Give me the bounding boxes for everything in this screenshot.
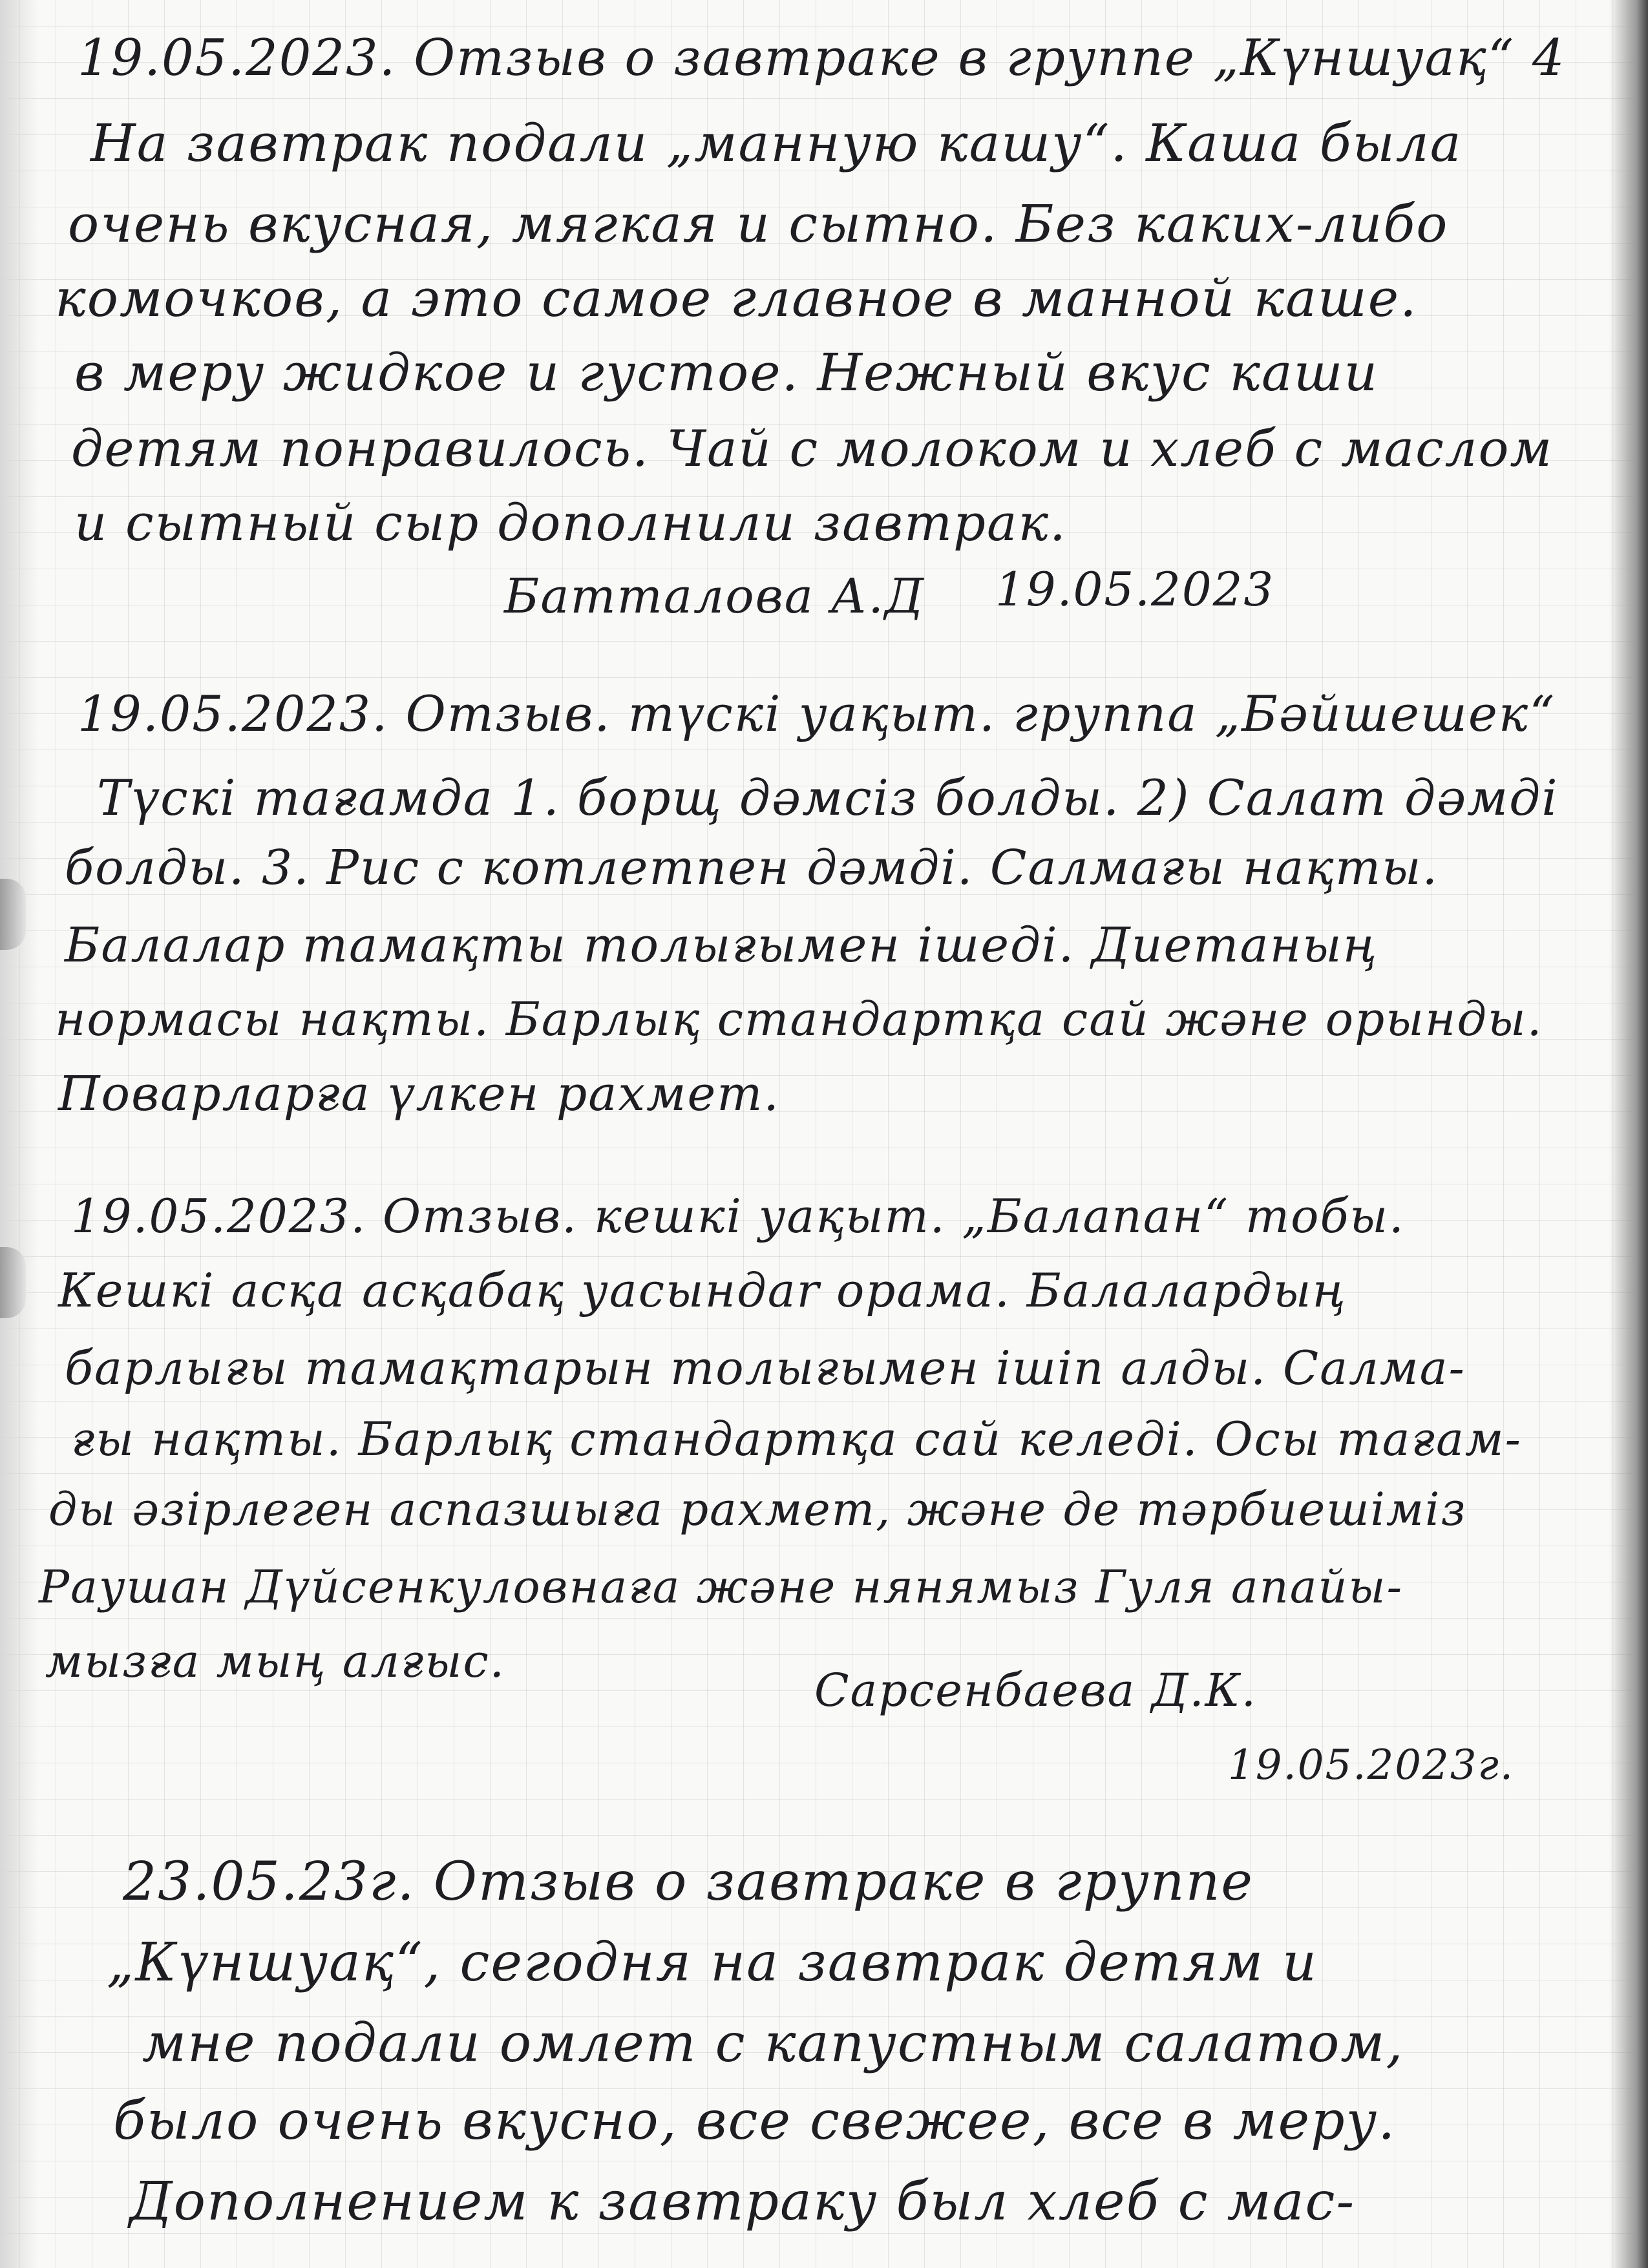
entry-1-header: 19.05.2023. Отзыв о завтраке в группе „Күншуақ“ 4: [78, 29, 1566, 87]
entry-1-line: очень вкусная, мягкая и сытно. Без каких-либо: [68, 194, 1449, 254]
binding-hole: [0, 1247, 26, 1318]
binding-hole: [0, 879, 26, 950]
entry-1-signature-date: 19.05.2023: [995, 562, 1275, 616]
entry-4-line: „Күншуақ“, сегодня на завтрак детям и: [107, 1932, 1318, 1993]
entry-4-line: было очень вкусно, все свежее, все в меру.: [113, 2090, 1397, 2152]
entry-1-line: детям понравилось. Чай с молоком и хлеб с маслом: [71, 420, 1554, 478]
entry-3-line: мызға мың алғыс.: [45, 1635, 505, 1688]
entry-1-line: комочков, а это самое главное в манной каше.: [55, 268, 1418, 328]
entry-2-line: болды. 3. Рис с котлетпен дәмді. Салмағы нақты.: [65, 840, 1439, 896]
entry-2-line: Түскі тағамда 1. борщ дәмсіз болды. 2) Салат дәмді: [97, 769, 1559, 826]
entry-2-line: Балалар тамақты толығымен ішеді. Диетаның: [65, 918, 1379, 973]
entry-3-signature-date: 19.05.2023г.: [1228, 1741, 1515, 1789]
entry-4-line: Дополнением к завтраку был хлеб с мас-: [129, 2171, 1356, 2232]
entry-3-signature: Сарсенбаева Д.К.: [814, 1664, 1258, 1717]
entry-1-line: и сытный сыр дополнили завтрак.: [74, 494, 1067, 552]
entry-3-line: Раушан Дүйсенкуловнаға және нянямыз Гуля апайы-: [39, 1560, 1404, 1613]
entry-3-line: ды әзірлеген аспазшыға рахмет, және де тәрбиешіміз: [48, 1483, 1467, 1536]
entry-2-line: Поварларға үлкен рахмет.: [58, 1066, 780, 1122]
page-binding-shadow: [0, 0, 39, 2268]
entry-2-header: 19.05.2023. Отзыв. түскі уақыт. группа „Бәйшешек“: [78, 685, 1556, 742]
entry-3-line: ғы нақты. Барлық стандартқа сай келеді. Осы тағам-: [71, 1412, 1522, 1466]
entry-1-line: в меру жидкое и густое. Нежный вкус каши: [74, 342, 1379, 403]
entry-3-line: барлығы тамақтарын толығымен ішіп алды. Салма-: [65, 1341, 1466, 1395]
entry-3-header: 19.05.2023. Отзыв. кешкі уақыт. „Балапан“ тобы.: [71, 1189, 1405, 1243]
entry-4-header: 23.05.23г. Отзыв о завтраке в группе: [123, 1851, 1254, 1913]
entry-1-signature: Батталова А.Д: [504, 569, 925, 624]
entry-1-line: На завтрак подали „манную кашу“. Каша была: [90, 113, 1463, 173]
entry-2-line: нормасы нақты. Барлық стандартқа сай және орынды.: [55, 992, 1543, 1046]
entry-3-line: Кешкі асқа асқабақ уасындаr орама. Балалардың: [58, 1263, 1347, 1318]
entry-4-line: мне подали омлет с капустным салатом,: [142, 2013, 1404, 2074]
page-edge-shadow: [1609, 0, 1648, 2268]
